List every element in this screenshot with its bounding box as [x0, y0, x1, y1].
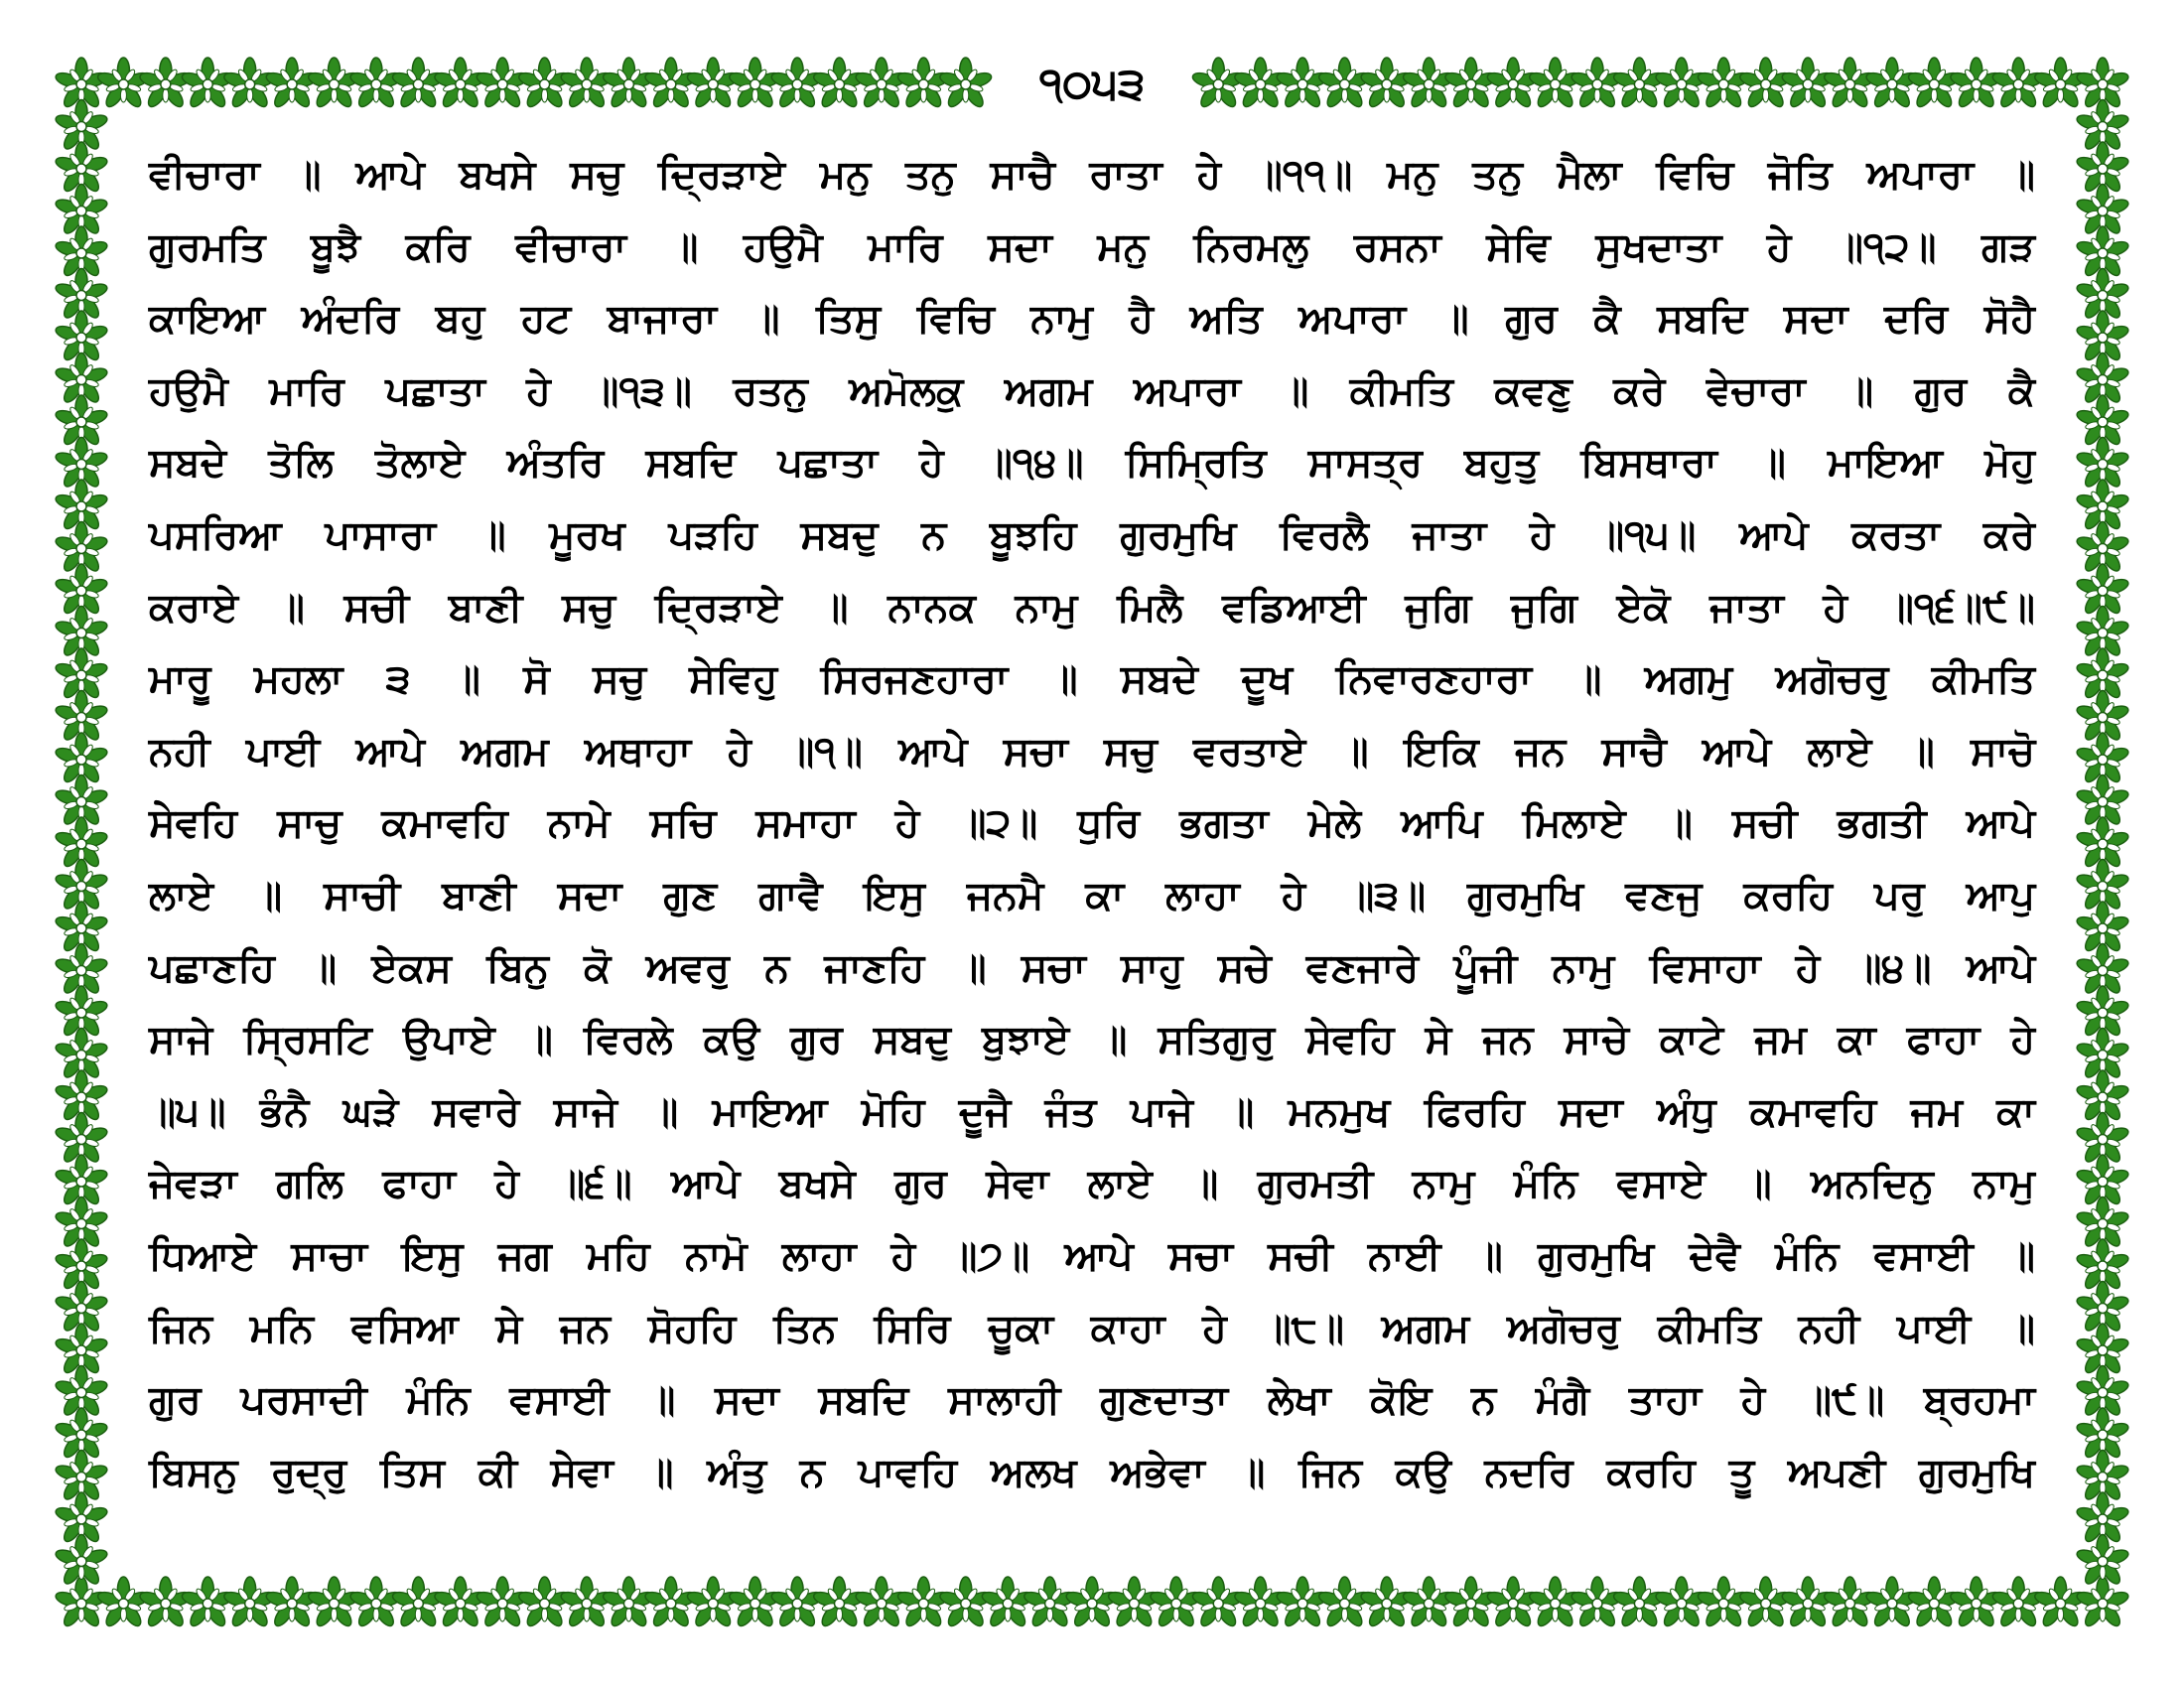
flower-icon	[1233, 1577, 1288, 1628]
flower-icon	[96, 1577, 151, 1628]
flower-icon	[1402, 1577, 1456, 1628]
flower-icon	[1486, 1577, 1541, 1628]
flower-icon	[1276, 58, 1330, 109]
text-line: ਬਿਸਨੁ ਰੁਦ੍ਰੁ ਤਿਸ ਕੀ ਸੇਵਾ ॥ ਅੰਤੁ ਨ ਪਾਵਹਿ ਅਲਖ ਅਭੇਵਾ ॥ ਜਿਨ ਕਉ ਨਦਰਿ ਕਰਹਿ ਤੂ ਅਪਣੀ ਗੁਰਮੁਖਿ	[149, 1449, 2035, 1495]
text-line: ਸੇਵਹਿ ਸਾਚੁ ਕਮਾਵਹਿ ਨਾਮੇ ਸਚਿ ਸਮਾਹਾ ਹੇ ॥੨॥ ਧੁਰਿ ਭਗਤਾ ਮੇਲੇ ਆਪਿ ਮਿਲਾਏ ॥ ਸਚੀ ਭਗਤੀ ਆਪੇ	[149, 800, 2035, 847]
flower-icon	[1528, 1577, 1582, 1628]
flower-icon	[54, 1577, 108, 1628]
flower-icon	[643, 1577, 698, 1628]
flower-icon	[602, 58, 656, 109]
text-line: ਗੁਰਮਤਿ ਬੂਝੈ ਕਰਿ ਵੀਚਾਰਾ ॥ ਹਉਮੈ ਮਾਰਿ ਸਦਾ ਮਨੁ ਨਿਰਮਲੁ ਰਸਨਾ ਸੇਵਿ ਸੁਖਦਾਤਾ ਹੇ ॥੧੨॥ ਗੜ	[149, 223, 2035, 270]
flower-icon	[517, 58, 572, 109]
flower-icon	[896, 58, 951, 109]
flower-icon	[770, 58, 825, 109]
flower-icon	[181, 1577, 235, 1628]
flower-icon	[1191, 1577, 1246, 1628]
flower-icon	[476, 1577, 530, 1628]
flower-icon	[1443, 1577, 1498, 1628]
flower-icon	[307, 1577, 361, 1628]
flower-icon	[854, 1577, 908, 1628]
flower-icon	[1612, 58, 1667, 109]
flower-icon	[181, 58, 235, 109]
flower-icon	[1738, 1577, 1793, 1628]
text-line: ॥੫॥ ਭੰਨੈ ਘੜੇ ਸਵਾਰੇ ਸਾਜੇ ॥ ਮਾਇਆ ਮੋਹਿ ਦੂਜੈ ਜੰਤ ਪਾਜੇ ॥ ਮਨਮੁਖ ਫਿਰਹਿ ਸਦਾ ਅੰਧੁ ਕਮਾਵਹਿ ਜਮ ਕਾ	[149, 1088, 2035, 1135]
flower-icon	[2075, 1577, 2129, 1628]
flower-icon	[1317, 58, 1372, 109]
text-line: ਸਾਜੇ ਸ੍ਰਿਸਟਿ ਉਪਾਏ ॥ ਵਿਰਲੇ ਕਉ ਗੁਰ ਸਬਦੁ ਬੁਝਾਏ ॥ ਸਤਿਗੁਰੁ ਸੇਵਹਿ ਸੇ ਜਨ ਸਾਚੇ ਕਾਟੇ ਜਮ ਕਾ ਫਾਹਾ ਹੇ	[149, 1017, 2035, 1063]
flower-icon	[1570, 1577, 1624, 1628]
flower-icon	[1949, 1577, 2003, 1628]
flower-icon	[1191, 58, 1246, 109]
text-line: ਲਾਏ ॥ ਸਾਚੀ ਬਾਣੀ ਸਦਾ ਗੁਣ ਗਾਵੈ ਇਸੁ ਜਨਮੈ ਕਾ ਲਾਹਾ ਹੇ ॥੩॥ ਗੁਰਮੁਖਿ ਵਣਜੁ ਕਰਹਿ ਪਰੁ ਆਪੁ	[149, 872, 2035, 918]
flower-icon	[1443, 58, 1498, 109]
scripture-text	[149, 139, 2035, 1508]
flower-icon	[1907, 1577, 1962, 1628]
flower-icon	[981, 1577, 1035, 1628]
flower-icon	[1781, 58, 1836, 109]
flower-icon	[517, 1577, 572, 1628]
text-line: ਮਾਰੂ ਮਹਲਾ ੩ ॥ ਸੋ ਸਚੁ ਸੇਵਿਹੁ ਸਿਰਜਣਹਾਰਾ ॥ ਸਬਦੇ ਦੂਖ ਨਿਵਾਰਣਹਾਰਾ ॥ ਅਗਮੁ ਅਗੋਚਰੁ ਕੀਮਤਿ	[149, 656, 2035, 703]
flower-icon	[812, 58, 867, 109]
flower-icon	[1654, 58, 1708, 109]
flower-icon	[1697, 1577, 1751, 1628]
flower-icon	[1276, 1577, 1330, 1628]
flower-icon	[1528, 58, 1582, 109]
flower-icon	[265, 58, 320, 109]
flower-icon	[1864, 1577, 1919, 1628]
flower-icon	[222, 1577, 277, 1628]
flower-icon	[1991, 1577, 2046, 1628]
text-line: ਪਛਾਣਹਿ ॥ ਏਕਸ ਬਿਨੁ ਕੋ ਅਵਰੁ ਨ ਜਾਣਹਿ ॥ ਸਚਾ ਸਾਹੁ ਸਚੇ ਵਣਜਾਰੇ ਪੂੰਜੀ ਨਾਮੁ ਵਿਸਾਹਾ ਹੇ ॥੪॥ ਆਪੇ	[149, 944, 2035, 991]
flower-icon	[1149, 1577, 1203, 1628]
flower-icon	[433, 58, 487, 109]
flower-icon	[1823, 58, 1877, 109]
flower-icon	[307, 58, 361, 109]
flower-icon	[348, 58, 403, 109]
text-line: ਪਸਰਿਆ ਪਾਸਾਰਾ ॥ ਮੂਰਖ ਪੜਹਿ ਸਬਦੁ ਨ ਬੂਝਹਿ ਗੁਰਮੁਖਿ ਵਿਰਲੈ ਜਾਤਾ ਹੇ ॥੧੫॥ ਆਪੇ ਕਰਤਾ ਕਰੇ	[149, 511, 2035, 558]
flower-icon	[728, 1577, 782, 1628]
flower-icon	[1991, 58, 2046, 109]
text-line: ਕਰਾਏ ॥ ਸਚੀ ਬਾਣੀ ਸਚੁ ਦ੍ਰਿੜਾਏ ॥ ਨਾਨਕ ਨਾਮੁ ਮਿਲੈ ਵਡਿਆਈ ਜੁਗਿ ਜੁਗਿ ਏਕੋ ਜਾਤਾ ਹੇ ॥੧੬॥੯॥	[149, 584, 2035, 631]
flower-icon	[391, 1577, 446, 1628]
text-line: ਕਾਇਆ ਅੰਦਰਿ ਬਹੁ ਹਟ ਬਾਜਾਰਾ ॥ ਤਿਸੁ ਵਿਚਿ ਨਾਮੁ ਹੈ ਅਤਿ ਅਪਾਰਾ ॥ ਗੁਰ ਕੈ ਸਬਦਿ ਸਦਾ ਦਰਿ ਸੋਹੈ	[149, 296, 2035, 343]
text-line: ਜੇਵੜਾ ਗਲਿ ਫਾਹਾ ਹੇ ॥੬॥ ਆਪੇ ਬਖਸੇ ਗੁਰ ਸੇਵਾ ਲਾਏ ॥ ਗੁਰਮਤੀ ਨਾਮੁ ਮੰਨਿ ਵਸਾਏ ॥ ਅਨਦਿਨੁ ਨਾਮੁ	[149, 1161, 2035, 1207]
flower-icon	[1738, 58, 1793, 109]
flower-icon	[854, 58, 908, 109]
flower-icon	[54, 1535, 108, 1587]
flower-icon	[1359, 1577, 1414, 1628]
flower-icon	[1359, 58, 1414, 109]
text-line: ਨਹੀ ਪਾਈ ਆਪੇ ਅਗਮ ਅਥਾਹਾ ਹੇ ॥੧॥ ਆਪੇ ਸਚਾ ਸਚੁ ਵਰਤਾਏ ॥ ਇਕਿ ਜਨ ਸਾਚੈ ਆਪੇ ਲਾਏ ॥ ਸਾਚੋ	[149, 728, 2035, 774]
flower-icon	[1864, 58, 1919, 109]
text-line: ਜਿਨ ਮਨਿ ਵਸਿਆ ਸੇ ਜਨ ਸੋਹਹਿ ਤਿਨ ਸਿਰਿ ਚੂਕਾ ਕਾਹਾ ਹੇ ॥੮॥ ਅਗਮ ਅਗੋਚਰੁ ਕੀਮਤਿ ਨਹੀ ਪਾਈ ॥	[149, 1305, 2035, 1351]
text-line: ਧਿਆਏ ਸਾਚਾ ਇਸੁ ਜਗ ਮਹਿ ਨਾਮੋ ਲਾਹਾ ਹੇ ॥੭॥ ਆਪੇ ਸਚਾ ਸਚੀ ਨਾਈ ॥ ਗੁਰਮੁਖਿ ਦੇਵੈ ਮੰਨਿ ਵਸਾਈ ॥	[149, 1232, 2035, 1279]
flower-icon	[265, 1577, 320, 1628]
page-number: ੧੦੫੩	[1009, 40, 1175, 129]
flower-icon	[138, 1577, 193, 1628]
flower-icon	[770, 1577, 825, 1628]
flower-icon	[96, 58, 151, 109]
flower-icon	[686, 58, 741, 109]
flower-icon	[1107, 1577, 1161, 1628]
flower-icon	[643, 58, 698, 109]
flower-icon	[1570, 58, 1624, 109]
flower-icon	[1949, 58, 2003, 109]
flower-icon	[728, 58, 782, 109]
flower-icon	[1486, 58, 1541, 109]
flower-icon	[559, 58, 614, 109]
flower-icon	[1402, 58, 1456, 109]
flower-icon	[1233, 58, 1288, 109]
flower-icon	[138, 58, 193, 109]
flower-icon	[2033, 58, 2088, 109]
flower-icon	[686, 1577, 741, 1628]
flower-icon	[476, 58, 530, 109]
flower-icon	[938, 58, 993, 109]
text-line: ਗੁਰ ਪਰਸਾਦੀ ਮੰਨਿ ਵਸਾਈ ॥ ਸਦਾ ਸਬਦਿ ਸਾਲਾਹੀ ਗੁਣਦਾਤਾ ਲੇਖਾ ਕੋਇ ਨ ਮੰਗੈ ਤਾਹਾ ਹੇ ॥੯॥ ਬ੍ਰਹਮਾ	[149, 1377, 2035, 1424]
flower-icon	[938, 1577, 993, 1628]
flower-icon	[896, 1577, 951, 1628]
flower-icon	[1781, 1577, 1836, 1628]
text-line: ਸਬਦੇ ਤੋਲਿ ਤੋਲਾਏ ਅੰਤਰਿ ਸਬਦਿ ਪਛਾਤਾ ਹੇ ॥੧੪॥ ਸਿਮ੍ਰਿਤਿ ਸਾਸਤ੍ਰ ਬਹੁਤੁ ਬਿਸਥਾਰਾ ॥ ਮਾਇਆ ਮੋਹੁ	[149, 440, 2035, 487]
flower-icon	[348, 1577, 403, 1628]
text-line: ਹਉਮੈ ਮਾਰਿ ਪਛਾਤਾ ਹੇ ॥੧੩॥ ਰਤਨੁ ਅਮੋਲਕੁ ਅਗਮ ਅਪਾਰਾ ॥ ਕੀਮਤਿ ਕਵਣੁ ਕਰੇ ਵੇਚਾਰਾ ॥ ਗੁਰ ਕੈ	[149, 367, 2035, 414]
flower-icon	[1907, 58, 1962, 109]
flower-icon	[433, 1577, 487, 1628]
flower-icon	[222, 58, 277, 109]
flower-icon	[1823, 1577, 1877, 1628]
flower-icon	[812, 1577, 867, 1628]
flower-icon	[1697, 58, 1751, 109]
flower-icon	[1064, 1577, 1119, 1628]
text-line: ਵੀਚਾਰਾ ॥ ਆਪੇ ਬਖਸੇ ਸਚੁ ਦ੍ਰਿੜਾਏ ਮਨੁ ਤਨੁ ਸਾਚੈ ਰਾਤਾ ਹੇ ॥੧੧॥ ਮਨੁ ਤਨੁ ਮੈਲਾ ਵਿਚਿ ਜੋਤਿ ਅਪਾਰਾ ॥	[149, 152, 2035, 198]
flower-icon	[1317, 1577, 1372, 1628]
flower-icon	[1023, 1577, 1077, 1628]
flower-icon	[559, 1577, 614, 1628]
flower-icon	[1612, 1577, 1667, 1628]
flower-icon	[602, 1577, 656, 1628]
flower-icon	[2075, 1535, 2129, 1587]
flower-icon	[1654, 1577, 1708, 1628]
flower-icon	[2033, 1577, 2088, 1628]
flower-icon	[391, 58, 446, 109]
